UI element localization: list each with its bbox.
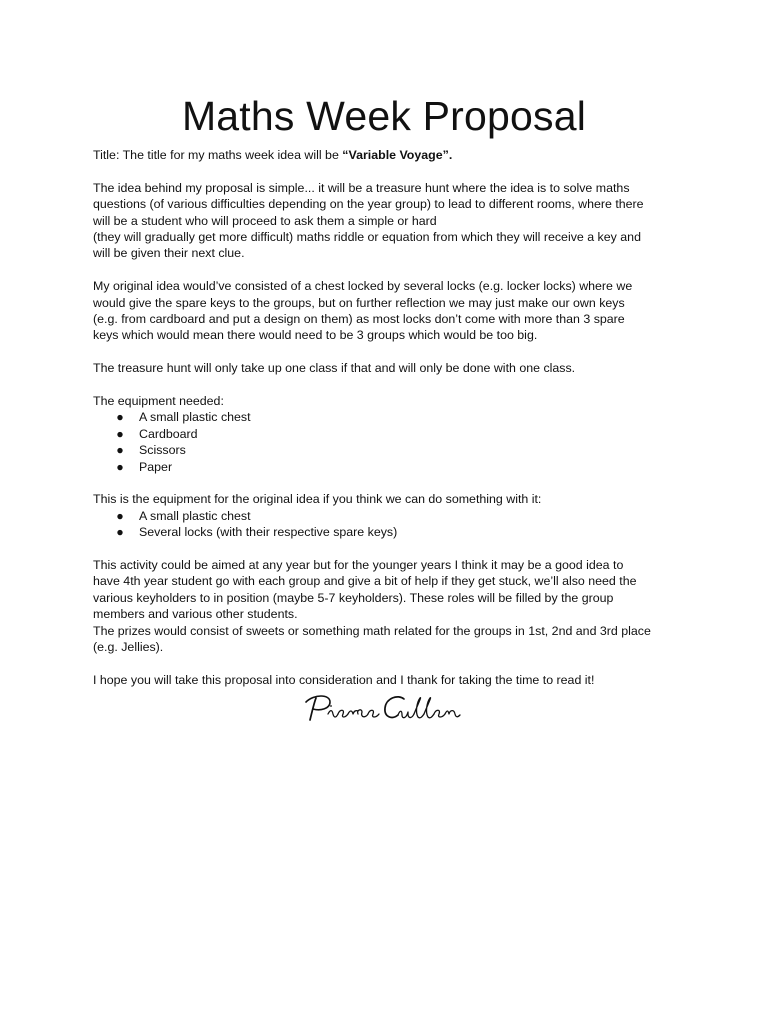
bullet-icon: ● [116,508,124,523]
text-line: members and various other students. [93,607,298,622]
paragraph-duration [93,360,683,376]
text-line: will be given their next clue. [93,246,245,261]
paragraph-original-idea [93,278,683,344]
text-line: various keyholders to in position (maybe 5-7 keyholders). These roles will be filled by the group [93,590,614,605]
list-item [93,409,683,425]
list-item-label: Cardboard [139,426,198,441]
text-line: (e.g. from cardboard and put a design on them) as most locks don’t come with more than 3 spare [93,312,625,327]
paragraph-prizes [93,623,683,656]
title-line [93,147,683,163]
text-line: This activity could be aimed at any year but for the younger years I think it may be a good idea to [93,558,624,573]
bullet-icon: ● [116,443,124,458]
text-line: (e.g. Jellies). [93,640,164,655]
original-equipment-list [93,508,683,541]
text-line: have 4th year student go with each group and give a bit of help if they get stuck, we’ll also need the [93,574,637,589]
bullet-icon: ● [116,459,124,474]
text-line: The idea behind my proposal is simple... it will be a treasure hunt where the idea is to solve maths [93,180,630,195]
text-line: (they will gradually get more difficult) maths riddle or equation from which they will receive a key and [93,230,641,245]
text-line: The prizes would consist of sweets or something math related for the groups in 1st, 2nd and 3rd place [93,623,651,638]
bullet-icon: ● [116,525,124,540]
text-line: The treasure hunt will only take up one class if that and will only be done with one class. [93,361,576,376]
text-line: I hope you will take this proposal into consideration and I thank for taking the time to read it! [93,672,595,687]
paragraph-activity [93,557,683,623]
project-name: “Variable Voyage”. [342,148,453,162]
list-item-label: Scissors [139,443,186,458]
text-line: keys which would mean there would need to be 3 groups which would be too big. [93,328,538,343]
handwritten-signature [300,690,470,730]
list-item [93,508,683,524]
text-line: My original idea would’ve consisted of a chest locked by several locks (e.g. locker locks) where we [93,279,633,294]
document-body [93,147,683,705]
paragraph-idea [93,180,683,262]
closing-line [93,672,683,688]
list-item [93,524,683,540]
equipment-list [93,409,683,475]
equipment-heading: The equipment needed: [93,394,224,409]
list-item-label: Several locks (with their respective spare keys) [139,525,398,540]
list-item [93,426,683,442]
text-line: questions (of various difficulties depending on the year group) to lead to different rooms, where there [93,197,644,212]
text-line: would give the spare keys to the groups, but on further reflection we may just make our own keys [93,295,625,310]
original-equipment-heading: This is the equipment for the original idea if you think we can do something with it: [93,492,542,507]
bullet-icon: ● [116,426,124,441]
text-line: will be a student who will proceed to ask them a simple or hard [93,213,437,228]
list-item-label: A small plastic chest [139,410,251,425]
list-item [93,442,683,458]
page-title: Maths Week Proposal [181,93,587,139]
title-line-prefix: Title: The title for my maths week idea will be [93,148,343,162]
list-item-label: Paper [139,459,173,474]
bullet-icon: ● [116,410,124,425]
list-item-label: A small plastic chest [139,508,251,523]
list-item [93,459,683,475]
